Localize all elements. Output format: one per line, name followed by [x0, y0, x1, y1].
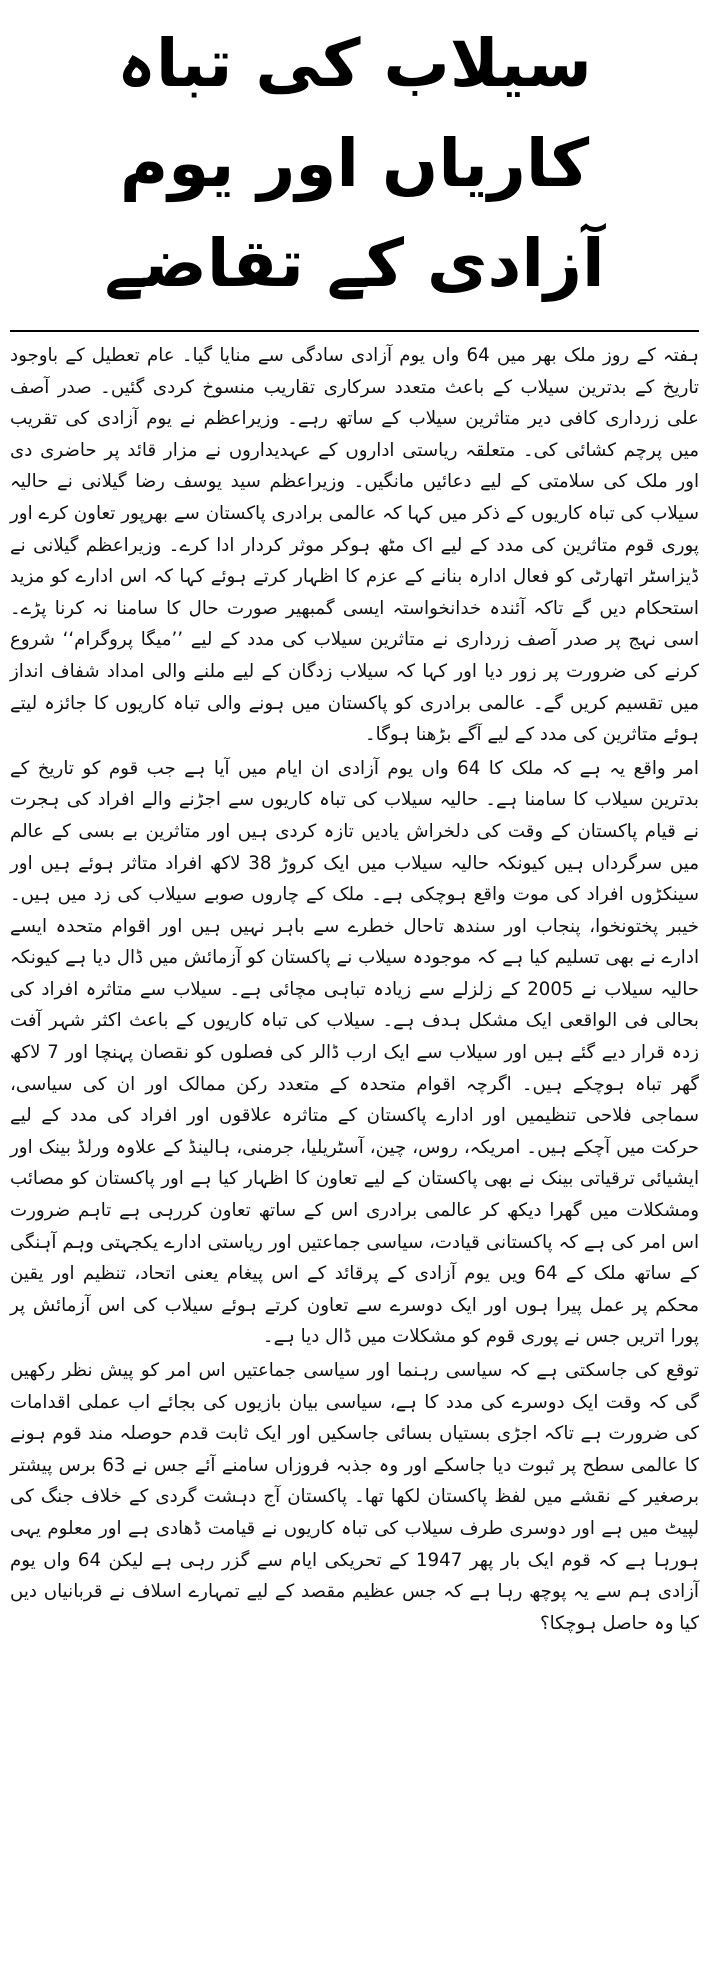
paragraph-1: ہفتہ کے روز ملک بھر میں 64 واں یوم آزادی سادگی سے منایا گیا۔ عام تعطیل کے باوجود تاریخ کے بدترین سیلاب کے باعث متعدد سرکاری تقاریب منسوخ کردی گئیں۔ صدر آصف علی زرداری کافی دیر متاثرین سیلاب کے ساتھ رہے۔ وزیراعظم نے یوم آزادی کی تقریب میں پرچم کشائی کی۔ متعلقہ ریاستی اداروں کے عہدیداروں نے مزار قائد پر حاضری دی اور ملک کی سلامتی کے لیے دعائیں مانگیں۔ وزیراعظم سید یوسف رضا گیلانی نے حالیہ سیلاب کی تباہ کاریوں کے ذکر میں کہا کہ عالمی برادری پاکستان سے بھرپور تعاون کرے اور پوری قوم متاثرین کی مدد کے لیے اک مٹھ ہوکر موثر کردار ادا کرے۔ وزیراعظم گیلانی نے ڈیزاسٹر اتھارٹی کو فعال ادارہ بنانے کے عزم کا اظہار کرتے ہوئے کہا کہ اس ادارے کو مزید استحکام دیں گے تاکہ آئندہ خدانخواستہ ایسی گمبھیر صورت حال کا سامنا نہ کرنا پڑے۔ اسی نہج پر صدر آصف زرداری نے متاثرین سیلاب کی مدد کے لیے ’’میگا پروگرام‘‘ شروع کرنے کی ضرورت پر زور دیا اور کہا کہ سیلاب زدگان کے لیے ملنے والی امداد شفاف انداز میں تقسیم کریں گے۔ عالمی برادری کو پاکستان میں ہونے والی تباہ کاریوں کا جائزہ لیتے ہوئے متاثرین کی مدد کے لیے آگے بڑھنا ہوگا۔ — [10, 345, 699, 746]
headline-divider — [10, 330, 699, 332]
headline-line-2: آزادی کے تقاضے — [104, 225, 605, 302]
article-headline — [10, 6, 699, 314]
paragraph-3: توقع کی جاسکتی ہے کہ سیاسی رہنما اور سیاسی جماعتیں اس امر کو پیش نظر رکھیں گی کہ وقت ایک دوسرے کی مدد کا ہے، سیاسی بیان بازیوں کی بجائے اب عملی اقدامات کی ضرورت ہے تاکہ اجڑی بستیاں بسائی جاسکیں اور ایک ثابت قدم حوصلہ مند قوم ہونے کا عالمی سطح پر ثبوت دیا جاسکے اور وہ جذبہ فروزاں سامنے آئے جس نے 63 برس پیشتر برصغیر کے نقشے میں لفظ پاکستان لکھا تھا۔ پاکستان آج دہشت گردی کے خلاف جنگ کی لپیٹ میں ہے اور دوسری طرف سیلاب کی تباہ کاریوں نے قیامت ڈھادی ہے اور معلوم یہی ہورہا ہے کہ قوم ایک بار پھر 1947 کے تحریکی ایام سے گزر رہی ہے لیکن 64 واں یوم آزادی ہم سے یہ پوچھ رہا ہے کہ جس عظیم مقصد کے لیے تمہارے اسلاف نے قربانیاں دیں کیا وہ حاصل ہوچکا؟ — [10, 1360, 699, 1634]
headline-line-1: سیلاب کی تباہ کاریاں اور یوم — [117, 25, 592, 202]
paragraph-2: امر واقع یہ ہے کہ ملک کا 64 واں یوم آزادی ان ایام میں آیا ہے جب قوم کو تاریخ کے بدترین سیلاب کا سامنا ہے۔ حالیہ سیلاب کی تباہ کاریوں سے اجڑنے والے افراد کی ہجرت نے قیام پاکستان کے وقت کی دلخراش یادیں تازہ کردی ہیں اور متاثرین بے بسی کے عالم میں سرگرداں ہیں کیونکہ حالیہ سیلاب میں ایک کروڑ 38 لاکھ افراد متاثر ہوئے ہیں اور سینکڑوں افراد کی موت واقع ہوچکی ہے۔ ملک کے چاروں صوبے سیلاب کی زد میں ہیں۔ خیبر پختونخوا، پنجاب اور سندھ تاحال خطرے سے باہر نہیں ہیں اور اقوام متحدہ ایسے ادارے نے بھی تسلیم کیا ہے کہ موجودہ سیلاب نے پاکستان کو آزمائش میں ڈال دیا ہے کیونکہ حالیہ سیلاب نے 2005 کے زلزلے سے زیادہ تباہی مچائی ہے۔ سیلاب سے متاثرہ افراد کی بحالی فی الواقعی ایک مشکل ہدف ہے۔ سیلاب کی تباہ کاریوں کے باعث اکثر شہر آفت زدہ قرار دیے گئے ہیں اور سیلاب سے ایک ارب ڈالر کی فصلوں کو نقصان پہنچا اور 7 لاکھ گھر تباہ ہوچکے ہیں۔ اگرچہ اقوام متحدہ کے متعدد رکن ممالک اور ان کی سیاسی، سماجی فلاحی تنظیمیں اور ادارے پاکستان کے متاثرہ علاقوں اور افراد کی مدد کے لیے حرکت میں آچکے ہیں۔ امریکہ، روس، چین، آسٹریلیا، جرمنی، ہالینڈ کے علاوہ ورلڈ بینک اور ایشیائی ترقیاتی بینک نے بھی پاکستان کے لیے تعاون کا اظہار کیا ہے اور پاکستان کو مصائب ومشکلات میں گھرا دیکھ کر عالمی برادری اس کے ساتھ تعاون کررہی ہے تاہم ضرورت اس امر کی ہے کہ پاکستانی قیادت، سیاسی جماعتیں اور ریاستی ادارے یکجہتی وہم آہنگی کے ساتھ ملک کے 64 ویں یوم آزادی کے پرقائد کے اس پیغام یعنی اتحاد، تنظیم اور یقین محکم پر عمل پیرا ہوں اور ایک دوسرے سے تعاون کرتے ہوئے سیلاب کی اس آزمائش پر پورا اتریں جس نے پوری قوم کو مشکلات میں ڈال دیا ہے۔ — [10, 757, 699, 1348]
article-body — [10, 340, 699, 1639]
